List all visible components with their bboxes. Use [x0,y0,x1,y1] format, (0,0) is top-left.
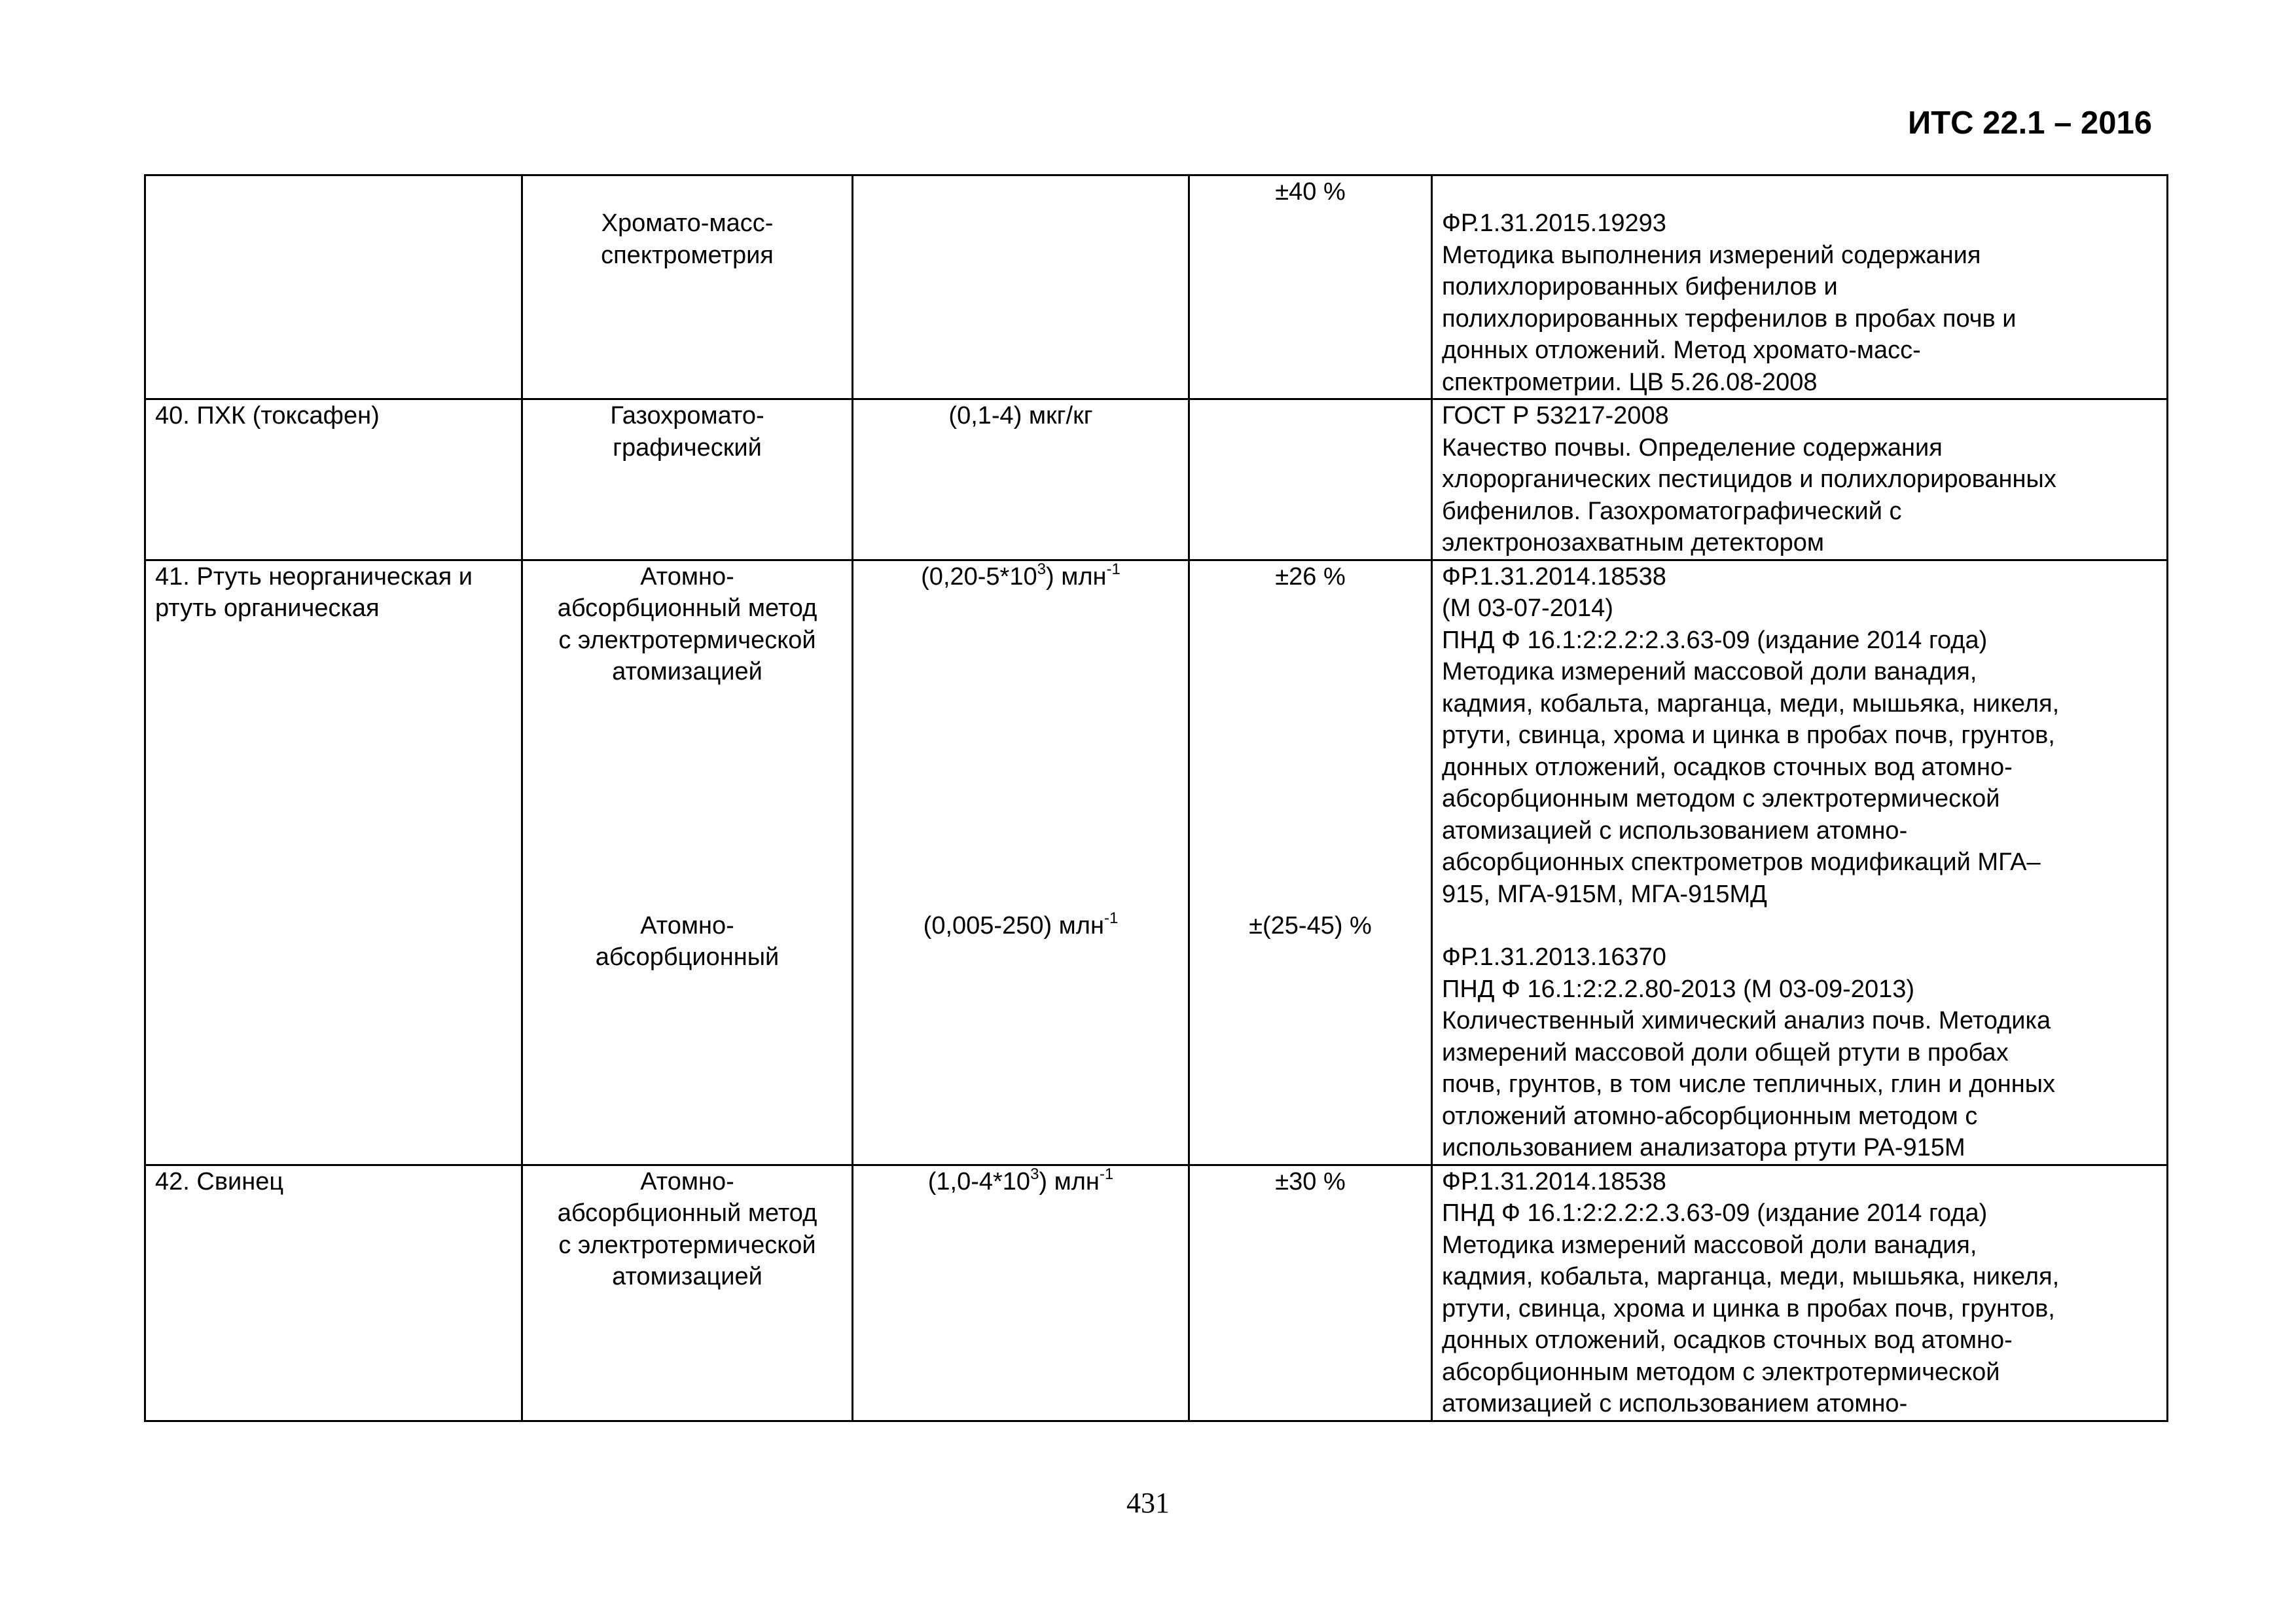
range-cell: (0,1-4) мкг/кг [853,399,1189,560]
document-cell: ФР.1.31.2014.18538 (М 03-07-2014) ПНД Ф 16.1:2:2.2:2.3.63-09 (издание 2014 года) Методика измерений массовой доли ванадия, кадмия, кобальта, марганца, меди, мышьяка, никеля, ртути, свинца, хрома и цинка в пробах почв, грунтов, донных отложений, осадков сточных вод атомно- абсорбционным методом с электротермической атомизацией с использованием атомно- абсорбционных спектрометров модификаций МГА– 915, МГА-915М, МГА-915МД ФР.1.31.2013.16370 ПНД Ф 16.1:2:2.2.80-2013 (М 03-09-2013) Количественный химический анализ почв. Методика измерений массовой доли общей ртути в пробах почв, грунтов, в том числе тепличных, глин и донных отложений атомно-абсорбционным методом с использованием анализатора ртути РА-915М [1432,560,2168,1165]
error-cell: ±40 % [1189,175,1432,399]
document-header-title: ИТС 22.1 – 2016 [1907,105,2152,141]
error-cell [1189,399,1432,560]
range-cell [853,1165,1189,1421]
page-number: 431 [1126,1487,1170,1519]
range-cell [853,175,1189,399]
table-row [145,1165,2168,1421]
method-cell: Хромато-масс- спектрометрия [522,175,853,399]
error-cell: ±26 % ±(25-45) % [1189,560,1432,1165]
table-row [145,560,2168,1165]
range-cell [853,560,1189,1165]
method-cell: Атомно- абсорбционный метод с электротермической атомизацией Атомно- абсорбционный [522,560,853,1165]
table-row [145,175,2168,399]
method-cell: Атомно- абсорбционный метод с электротермической атомизацией [522,1165,853,1421]
document-cell: ФР.1.31.2014.18538 ПНД Ф 16.1:2:2.2:2.3.63-09 (издание 2014 года) Методика измерений массовой доли ванадия, кадмия, кобальта, марганца, меди, мышьяка, никеля, ртути, свинца, хрома и цинка в пробах почв, грунтов, донных отложений, осадков сточных вод атомно- абсорбционным методом с электротермической атомизацией с использованием атомно- [1432,1165,2168,1421]
substance-cell: 41. Ртуть неорганическая и ртуть органическая [145,560,522,1165]
methods-table [144,174,2168,1422]
table-row [145,399,2168,560]
method-cell: Газохромато- графический [522,399,853,560]
document-cell: ГОСТ Р 53217-2008 Качество почвы. Определение содержания хлорорганических пестицидов и полихлорированных бифенилов. Газохроматографический с электронозахватным детектором [1432,399,2168,560]
substance-cell: 40. ПХК (токсафен) [145,399,522,560]
range-value: $(0,20-5*10^3)$ млн$^{-1}$ [921,560,1121,591]
error-cell: ±30 % [1189,1165,1432,1421]
substance-cell [145,175,522,399]
substance-cell: 42. Свинец [145,1165,522,1421]
range-value: $(1,0-4*10^3)$ млн$^{-1}$ [927,1165,1114,1195]
range-value: (0,005-250) млн$^{-1}$ [923,909,1119,939]
document-cell: ФР.1.31.2015.19293 Методика выполнения измерений содержания полихлорированных бифенилов и полихлорированных терфенилов в пробах почв и донных отложений. Метод хромато-масс- спектрометрии. ЦВ 5.26.08-2008 [1432,175,2168,399]
